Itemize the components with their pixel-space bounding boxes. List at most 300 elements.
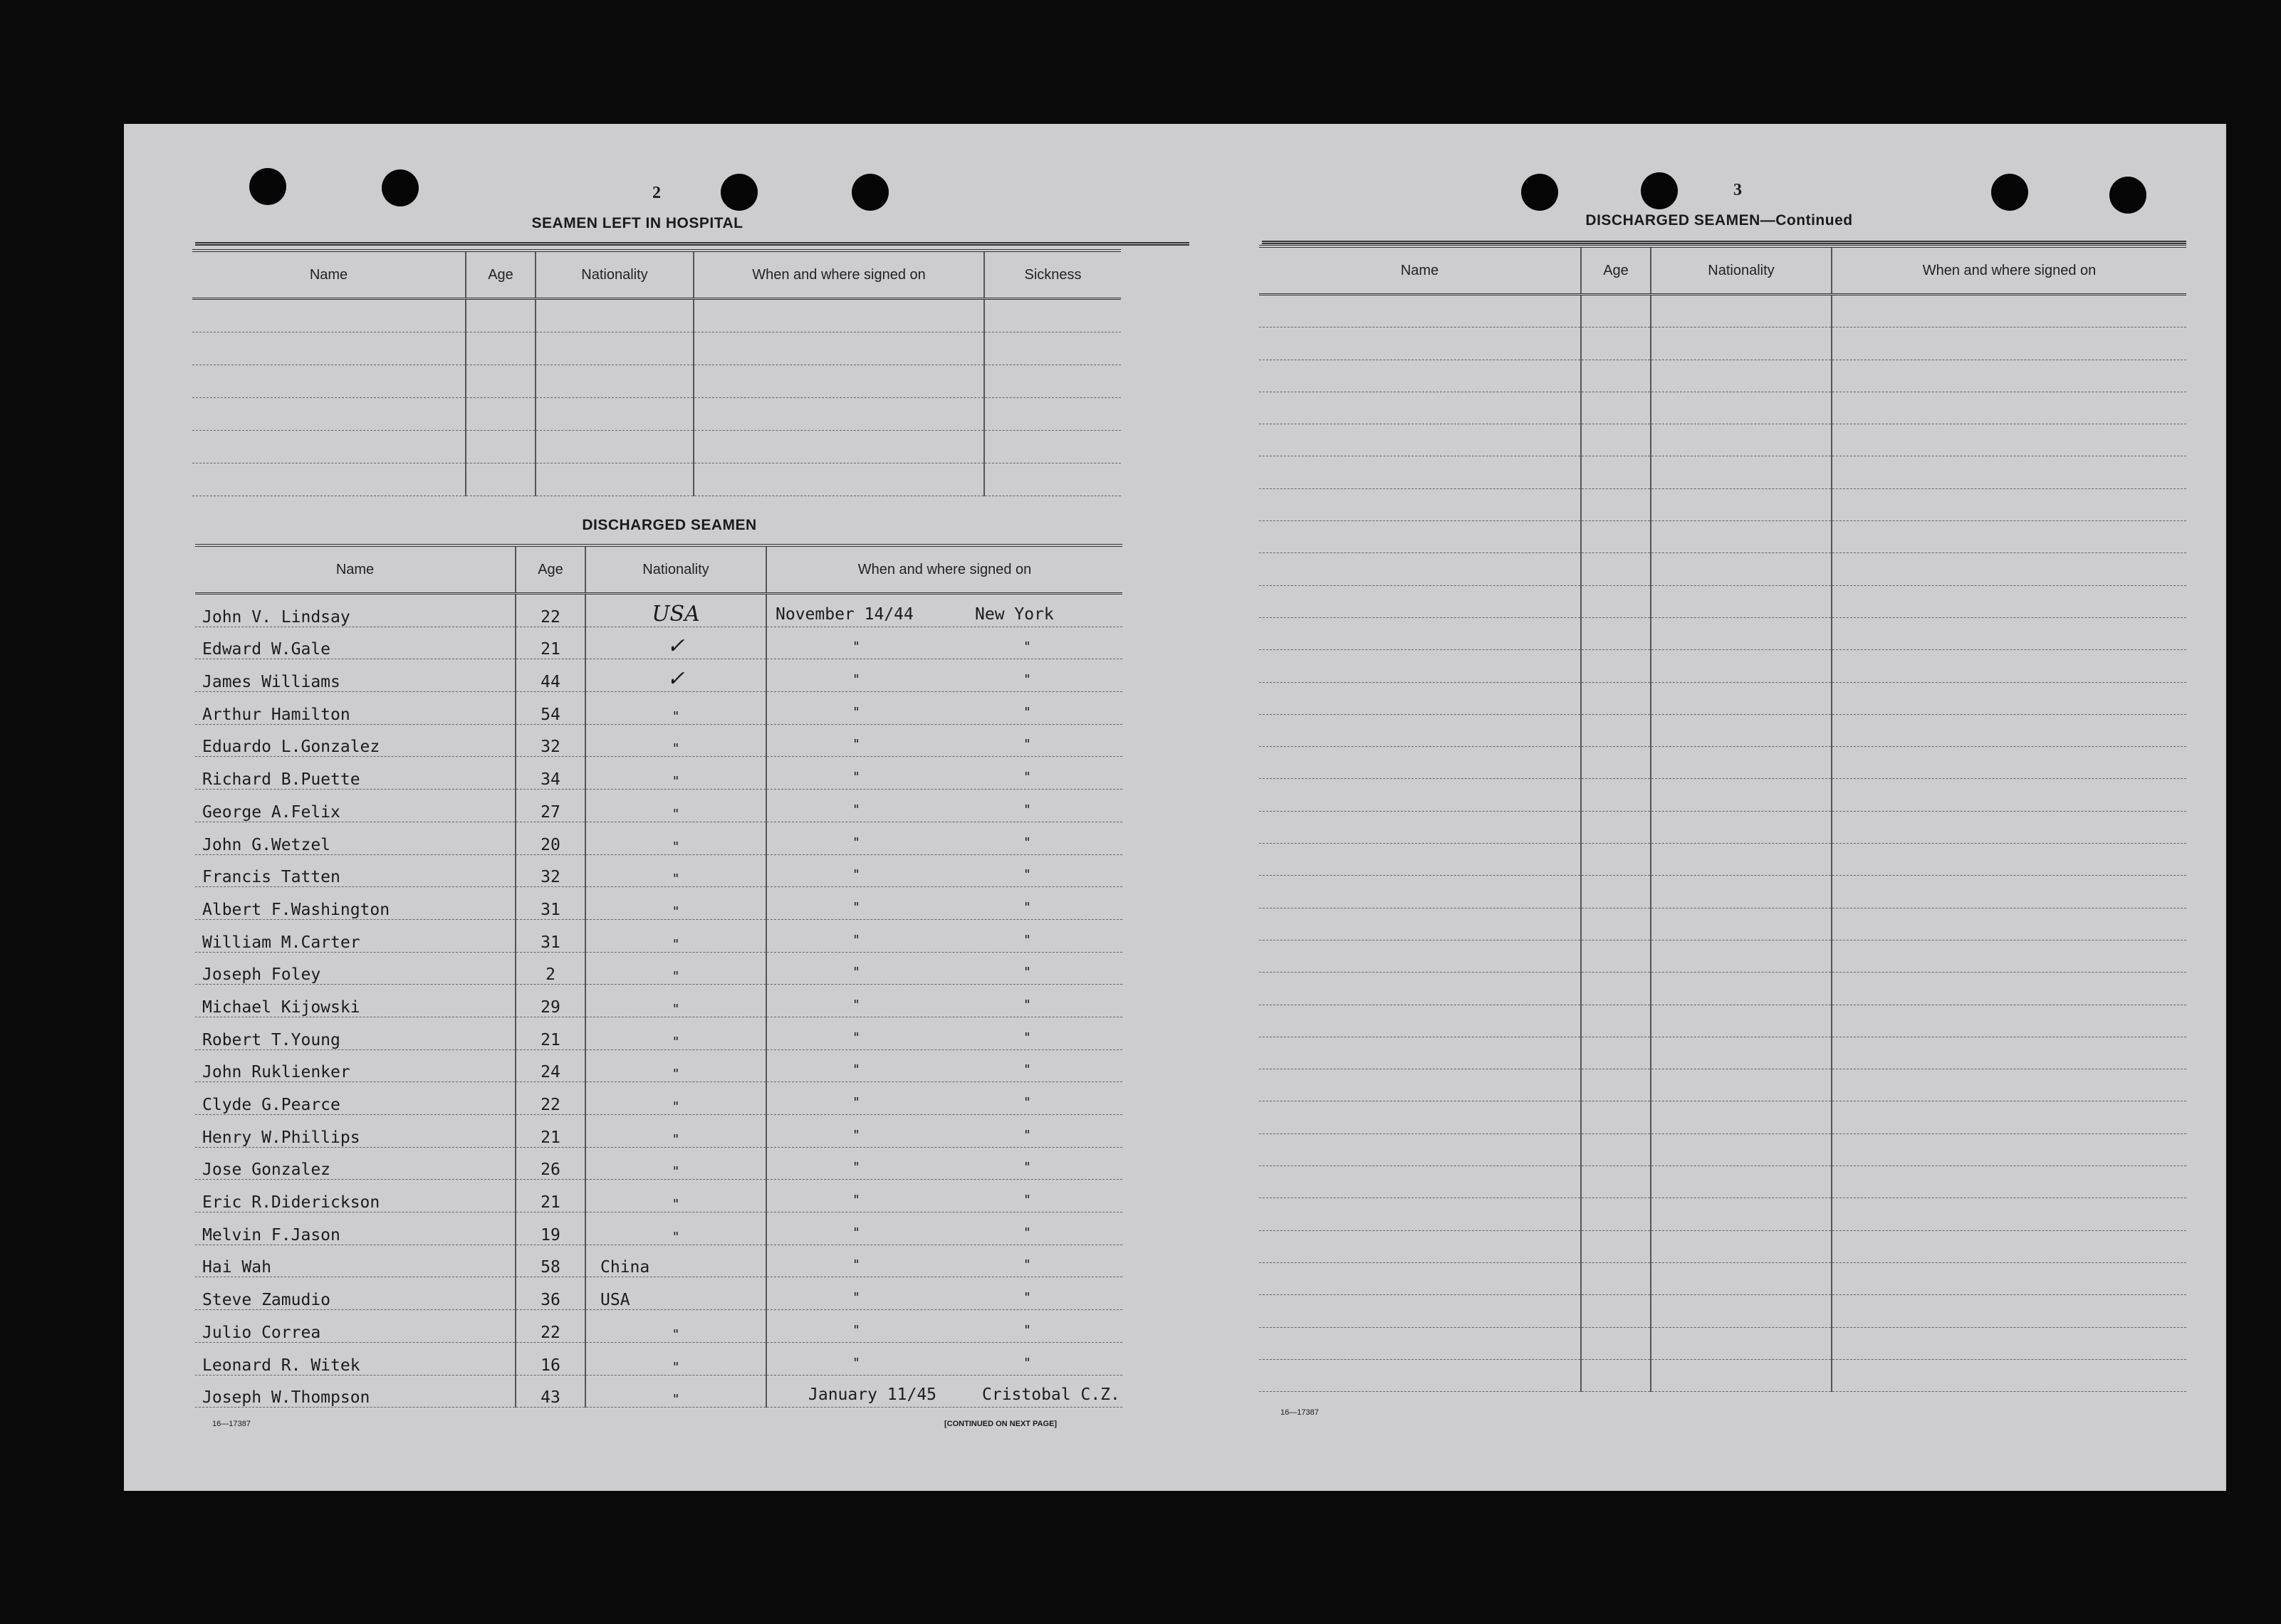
table-row	[195, 724, 1122, 757]
table-row	[1259, 682, 2186, 714]
table-cell	[1651, 714, 1832, 746]
seaman-name: John V. Lindsay	[195, 594, 516, 627]
table-cell	[1832, 1359, 2186, 1391]
table-cell	[1581, 973, 1651, 1005]
column-header-nationality: Nationality	[585, 545, 766, 594]
seaman-age: 27	[516, 790, 585, 822]
signed-on-date: "	[852, 802, 860, 817]
table-cell	[1259, 1230, 1581, 1262]
signed-on-date: "	[852, 1355, 860, 1371]
table-cell	[694, 365, 984, 398]
signed-on-date: "	[852, 639, 860, 655]
table-cell	[1651, 1037, 1832, 1069]
table-row	[192, 365, 1121, 398]
table-cell	[1651, 940, 1832, 972]
signed-on-place: "	[1023, 1290, 1031, 1306]
punch-hole	[852, 174, 889, 211]
signed-on-date: "	[852, 1290, 860, 1306]
table-cell	[1832, 392, 2186, 424]
table-cell	[1581, 1198, 1651, 1230]
table-cell	[1259, 714, 1581, 746]
signed-on-cell	[766, 952, 1122, 985]
table-row	[1259, 1101, 2186, 1133]
table-row	[1259, 940, 2186, 972]
table-row	[195, 1049, 1122, 1082]
table-cell	[984, 398, 1121, 431]
signed-on-cell	[766, 1310, 1122, 1343]
column-header-signed-on: When and where signed on	[694, 251, 984, 299]
table-cell	[1259, 682, 1581, 714]
signed-on-cell	[766, 790, 1122, 822]
table-row	[192, 299, 1121, 332]
table-row	[195, 822, 1122, 854]
table-cell	[1832, 779, 2186, 811]
table-row	[192, 431, 1121, 463]
table-cell	[1651, 876, 1832, 908]
table-row	[195, 985, 1122, 1017]
table-cell	[536, 365, 694, 398]
table-cell	[1259, 488, 1581, 520]
table-cell	[536, 299, 694, 332]
seaman-age: 19	[516, 1212, 585, 1245]
signed-on-date: "	[852, 1095, 860, 1110]
table-cell	[1581, 1295, 1651, 1327]
table-cell	[1259, 585, 1581, 617]
table-row	[1259, 747, 2186, 779]
table-cell	[694, 398, 984, 431]
table-cell	[1832, 585, 2186, 617]
table-cell	[1651, 650, 1832, 682]
signed-on-place: "	[1023, 899, 1031, 915]
signed-on-date: "	[852, 932, 860, 948]
table-cell	[1581, 682, 1651, 714]
signed-on-cell	[766, 1082, 1122, 1115]
signed-on-date: "	[852, 1225, 860, 1240]
table-cell	[1832, 1262, 2186, 1294]
table-cell	[466, 398, 536, 431]
table-cell	[1259, 844, 1581, 876]
signed-on-place: "	[1023, 672, 1031, 688]
table-cell	[466, 365, 536, 398]
page-number: 3	[1733, 181, 1742, 199]
punch-hole	[1641, 172, 1678, 209]
seaman-name: Steve Zamudio	[195, 1277, 516, 1310]
punch-hole	[249, 168, 286, 205]
table-cell	[1651, 811, 1832, 843]
seaman-name: Melvin F.Jason	[195, 1212, 516, 1245]
table-row	[1259, 456, 2186, 488]
table-cell	[1832, 1295, 2186, 1327]
seaman-name: Edward W.Gale	[195, 627, 516, 659]
table-cell	[1581, 617, 1651, 649]
seaman-nationality: "	[585, 1082, 766, 1115]
column-header-nationality: Nationality	[1651, 246, 1832, 295]
table-cell	[1651, 456, 1832, 488]
signed-on-place: "	[1023, 1127, 1031, 1143]
signed-on-date: November 14/44	[776, 604, 914, 624]
table-cell	[1259, 1198, 1581, 1230]
table-cell	[1832, 844, 2186, 876]
table-cell	[694, 463, 984, 496]
table-cell	[1581, 747, 1651, 779]
table-cell	[1581, 521, 1651, 553]
table-cell	[984, 365, 1121, 398]
signed-on-place: "	[1023, 965, 1031, 980]
table-row	[195, 1017, 1122, 1049]
signed-on-cell	[766, 757, 1122, 790]
seaman-name: Robert T.Young	[195, 1017, 516, 1049]
table-cell	[1832, 940, 2186, 972]
signed-on-cell	[766, 1017, 1122, 1049]
seaman-name: James Williams	[195, 659, 516, 692]
column-header-signed-on: When and where signed on	[766, 545, 1122, 594]
seaman-age: 22	[516, 1082, 585, 1115]
table-cell	[1581, 1037, 1651, 1069]
table-header-row	[195, 545, 1122, 594]
signed-on-cell	[766, 854, 1122, 887]
seaman-age: 44	[516, 659, 585, 692]
table-cell	[1259, 940, 1581, 972]
signed-on-cell	[766, 887, 1122, 920]
seaman-name: Michael Kijowski	[195, 985, 516, 1017]
seaman-age: 32	[516, 724, 585, 757]
table-cell	[1581, 328, 1651, 360]
table-cell	[1259, 876, 1581, 908]
table-row	[195, 887, 1122, 920]
table-row	[195, 1180, 1122, 1212]
table-cell	[1259, 617, 1581, 649]
table-cell	[1832, 360, 2186, 392]
table-cell	[1259, 392, 1581, 424]
seaman-nationality: "	[585, 1115, 766, 1148]
signed-on-date: "	[852, 1160, 860, 1175]
signed-on-cell	[766, 1277, 1122, 1310]
signed-on-place: "	[1023, 997, 1031, 1012]
seaman-nationality: USA	[585, 1277, 766, 1310]
table-cell	[1651, 1295, 1832, 1327]
signed-on-place: "	[1023, 932, 1031, 948]
signed-on-place: New York	[975, 604, 1054, 624]
signed-on-date: "	[852, 1193, 860, 1208]
table-cell	[1581, 1133, 1651, 1165]
table-row	[1259, 714, 2186, 746]
seaman-nationality: "	[585, 1180, 766, 1212]
seaman-nationality: "	[585, 952, 766, 985]
seaman-nationality: "	[585, 692, 766, 725]
table-row	[192, 332, 1121, 365]
table-cell	[1651, 747, 1832, 779]
form-number: 16—17387	[1280, 1408, 1319, 1417]
seaman-name: Joseph Foley	[195, 952, 516, 985]
table-cell	[1832, 1230, 2186, 1262]
table-row	[1259, 392, 2186, 424]
table-cell	[1259, 1005, 1581, 1037]
table-row	[1259, 811, 2186, 843]
table-cell	[1832, 488, 2186, 520]
table-row	[192, 463, 1121, 496]
signed-on-place: "	[1023, 1322, 1031, 1338]
table-cell	[1832, 811, 2186, 843]
table-row	[195, 1115, 1122, 1148]
punch-hole	[1521, 174, 1558, 211]
seaman-name: John Ruklienker	[195, 1049, 516, 1082]
signed-on-place: "	[1023, 1160, 1031, 1175]
table-cell	[1832, 1101, 2186, 1133]
table-cell	[1651, 392, 1832, 424]
column-header-name: Name	[192, 251, 466, 299]
title-rule	[1262, 241, 2186, 244]
signed-on-place: "	[1023, 867, 1031, 883]
table-cell	[1581, 1359, 1651, 1391]
seaman-age: 31	[516, 919, 585, 952]
table-cell	[1651, 1359, 1832, 1391]
table-cell	[1832, 682, 2186, 714]
discharged-section-title: DISCHARGED SEAMEN	[582, 517, 757, 533]
seaman-nationality: "	[585, 1147, 766, 1180]
table-row	[195, 627, 1122, 659]
table-cell	[192, 332, 466, 365]
signed-on-date: "	[852, 704, 860, 720]
table-cell	[1832, 1166, 2186, 1198]
seaman-name: Eduardo L.Gonzalez	[195, 724, 516, 757]
seaman-name: Eric R.Diderickson	[195, 1180, 516, 1212]
table-row	[192, 398, 1121, 431]
table-cell	[1651, 1198, 1832, 1230]
seaman-nationality: "	[585, 854, 766, 887]
table-cell	[1259, 1069, 1581, 1101]
table-cell	[694, 332, 984, 365]
table-cell	[1832, 1198, 2186, 1230]
table-row	[1259, 488, 2186, 520]
table-cell	[1581, 1230, 1651, 1262]
table-cell	[1832, 747, 2186, 779]
table-cell	[1651, 1230, 1832, 1262]
seaman-nationality: "	[585, 1017, 766, 1049]
table-row	[1259, 617, 2186, 649]
signed-on-place: "	[1023, 704, 1031, 720]
column-header-signed-on: When and where signed on	[1832, 246, 2186, 295]
table-row	[1259, 1359, 2186, 1391]
seaman-age: 34	[516, 757, 585, 790]
signed-on-cell	[766, 594, 1122, 627]
hospital-section-title: SEAMEN LEFT IN HOSPITAL	[531, 215, 743, 231]
seaman-nationality: ✓	[585, 627, 766, 659]
seaman-age: 36	[516, 1277, 585, 1310]
seaman-age: 20	[516, 822, 585, 854]
table-cell	[1259, 360, 1581, 392]
table-row	[1259, 1198, 2186, 1230]
seaman-name: Jose Gonzalez	[195, 1147, 516, 1180]
seaman-age: 24	[516, 1049, 585, 1082]
table-cell	[1581, 1262, 1651, 1294]
table-cell	[1581, 1069, 1651, 1101]
column-header-age: Age	[466, 251, 536, 299]
table-row	[1259, 650, 2186, 682]
table-cell	[466, 463, 536, 496]
signed-on-date: "	[852, 965, 860, 980]
signed-on-place: "	[1023, 1225, 1031, 1240]
seaman-nationality: ✓	[585, 659, 766, 692]
table-cell	[1259, 747, 1581, 779]
seaman-age: 32	[516, 854, 585, 887]
table-cell	[1651, 424, 1832, 456]
signed-on-date: January 11/45	[808, 1385, 937, 1405]
table-row	[1259, 1295, 2186, 1327]
table-row	[195, 1147, 1122, 1180]
table-cell	[1259, 1262, 1581, 1294]
table-row	[195, 952, 1122, 985]
table-cell	[1832, 456, 2186, 488]
signed-on-place: "	[1023, 1062, 1031, 1078]
table-cell	[1832, 1037, 2186, 1069]
form-number: 16—17387	[212, 1420, 251, 1428]
table-row	[1259, 1327, 2186, 1359]
column-header-name: Name	[195, 545, 516, 594]
seaman-nationality: "	[585, 724, 766, 757]
document-sheet	[124, 124, 2226, 1491]
table-cell	[1581, 650, 1651, 682]
signed-on-cell	[766, 919, 1122, 952]
table-cell	[1259, 1359, 1581, 1391]
table-cell	[192, 365, 466, 398]
table-cell	[1651, 844, 1832, 876]
table-cell	[1651, 1069, 1832, 1101]
signed-on-date: "	[852, 672, 860, 688]
signed-on-place: "	[1023, 1193, 1031, 1208]
table-cell	[1581, 1005, 1651, 1037]
table-row	[195, 1375, 1122, 1408]
table-row	[1259, 1069, 2186, 1101]
column-header-name: Name	[1259, 246, 1581, 295]
signed-on-place: "	[1023, 639, 1031, 655]
table-cell	[1581, 553, 1651, 585]
signed-on-date: "	[852, 1062, 860, 1078]
signed-on-cell	[766, 659, 1122, 692]
seaman-name: Leonard R. Witek	[195, 1342, 516, 1375]
table-cell	[1832, 328, 2186, 360]
seaman-nationality: "	[585, 757, 766, 790]
table-cell	[1581, 295, 1651, 328]
table-cell	[1832, 1005, 2186, 1037]
table-cell	[192, 398, 466, 431]
seaman-age: 2	[516, 952, 585, 985]
seaman-nationality: "	[585, 790, 766, 822]
signed-on-date: "	[852, 834, 860, 850]
table-cell	[536, 332, 694, 365]
table-cell	[1832, 876, 2186, 908]
table-cell	[1832, 553, 2186, 585]
table-cell	[1581, 585, 1651, 617]
signed-on-cell	[766, 1115, 1122, 1148]
table-cell	[1651, 1133, 1832, 1165]
table-row	[195, 1245, 1122, 1277]
seaman-age: 22	[516, 1310, 585, 1343]
table-cell	[1259, 1295, 1581, 1327]
table-cell	[1651, 1262, 1832, 1294]
column-header-sickness: Sickness	[984, 251, 1121, 299]
signed-on-cell	[766, 1147, 1122, 1180]
table-cell	[1259, 908, 1581, 940]
table-cell	[984, 332, 1121, 365]
table-cell	[466, 431, 536, 463]
discharged-continued-title: DISCHARGED SEAMEN—Continued	[1585, 212, 1853, 229]
signed-on-cell	[766, 1180, 1122, 1212]
table-cell	[1581, 1166, 1651, 1198]
table-cell	[1651, 488, 1832, 520]
table-cell	[536, 463, 694, 496]
table-row	[195, 1342, 1122, 1375]
table-cell	[192, 431, 466, 463]
table-cell	[1581, 1101, 1651, 1133]
signed-on-place: "	[1023, 737, 1031, 753]
table-cell	[1832, 521, 2186, 553]
punch-hole	[721, 174, 758, 211]
table-row	[1259, 521, 2186, 553]
seaman-name: William M.Carter	[195, 919, 516, 952]
table-cell	[1259, 779, 1581, 811]
table-cell	[1832, 973, 2186, 1005]
table-cell	[1581, 360, 1651, 392]
table-row	[195, 594, 1122, 627]
table-cell	[1259, 1166, 1581, 1198]
table-row	[1259, 973, 2186, 1005]
seaman-nationality: "	[585, 919, 766, 952]
seaman-name: Arthur Hamilton	[195, 692, 516, 725]
seaman-name: Joseph W.Thompson	[195, 1375, 516, 1408]
table-cell	[1581, 876, 1651, 908]
signed-on-place: "	[1023, 1095, 1031, 1110]
seaman-name: John G.Wetzel	[195, 822, 516, 854]
table-cell	[1581, 908, 1651, 940]
table-cell	[1259, 328, 1581, 360]
table-row	[1259, 328, 2186, 360]
seaman-age: 21	[516, 627, 585, 659]
table-header-row	[192, 251, 1121, 299]
table-cell	[1259, 295, 1581, 328]
signed-on-date: "	[852, 867, 860, 883]
signed-on-cell	[766, 627, 1122, 659]
table-cell	[1259, 521, 1581, 553]
signed-on-date: "	[852, 1322, 860, 1338]
table-cell	[192, 299, 466, 332]
punch-hole	[382, 169, 419, 206]
table-cell	[1651, 585, 1832, 617]
seaman-nationality: "	[585, 887, 766, 920]
signed-on-place: "	[1023, 1030, 1031, 1045]
seaman-nationality: "	[585, 985, 766, 1017]
signed-on-place: Cristobal C.Z.	[982, 1385, 1120, 1405]
table-cell	[1651, 521, 1832, 553]
table-row	[1259, 553, 2186, 585]
seaman-name: Hai Wah	[195, 1245, 516, 1277]
signed-on-cell	[766, 692, 1122, 725]
seaman-nationality: "	[585, 1212, 766, 1245]
seaman-nationality: USA	[585, 594, 766, 627]
table-row	[1259, 1005, 2186, 1037]
signed-on-date: "	[852, 1030, 860, 1045]
punch-hole	[2109, 177, 2146, 214]
table-row	[1259, 424, 2186, 456]
hospital-table	[192, 249, 1121, 496]
table-cell	[466, 332, 536, 365]
signed-on-date: "	[852, 737, 860, 753]
discharged-continued-table	[1259, 245, 2186, 1392]
column-header-nationality: Nationality	[536, 251, 694, 299]
title-rule	[195, 242, 1189, 246]
table-row	[1259, 779, 2186, 811]
table-row	[195, 1277, 1122, 1310]
table-cell	[1832, 424, 2186, 456]
